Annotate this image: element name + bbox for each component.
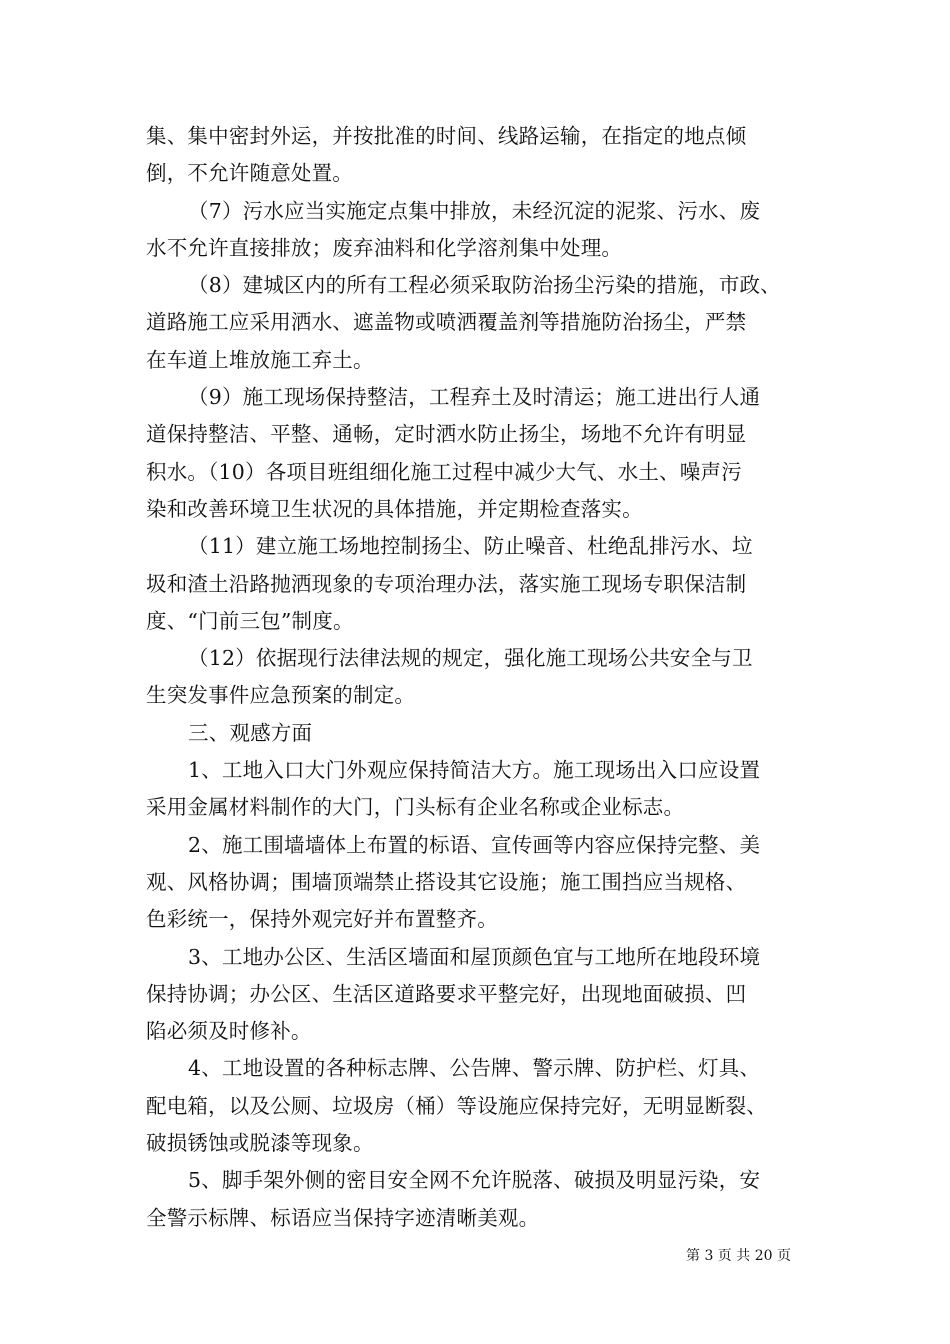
- text-line: 水不允许直接排放；废弃油料和化学溶剂集中处理。: [146, 235, 623, 260]
- text-line: 色彩统一，保持外观完好并布置整齐。: [146, 907, 498, 932]
- text-line: 度、“门前三包”制度。: [146, 608, 354, 633]
- text-line: 积水。（10）各项目班组细化施工过程中减少大气、水土、噪声污: [146, 459, 742, 484]
- text-line: 5、脚手架外侧的密目安全网不允许脱落、破损及明显污染，安: [188, 1168, 761, 1193]
- text-line: 倒，不允许随意处置。: [146, 161, 353, 186]
- text-line: （7）污水应当实施定点集中排放，未经沉淀的泥浆、污水、废: [188, 198, 761, 223]
- text-line: 染和改善环境卫生状况的具体措施，并定期检查落实。: [146, 496, 643, 521]
- text-line: 1、工地入口大门外观应保持简洁大方。施工现场出入口应设置: [188, 758, 761, 783]
- text-line: 2、施工围墙墙体上布置的标语、宣传画等内容应保持完整、美: [188, 832, 761, 857]
- text-line: （12）依据现行法律法规的规定，强化施工现场公共安全与卫: [188, 646, 753, 671]
- text-line: （8）建城区内的所有工程必须采取防治扬尘污染的措施，市政、: [188, 273, 781, 298]
- text-line: 配电箱，以及公厕、垃圾房（桶）等设施应保持完好，无明显断裂、: [146, 1093, 767, 1118]
- document-body: [146, 118, 826, 1237]
- text-line: 生突发事件应急预案的制定。: [146, 683, 416, 708]
- page-number: 第 3 页 共 20 页: [686, 1248, 791, 1264]
- text-line: 集、集中密封外运，并按批准的时间、线路运输，在指定的地点倾: [146, 124, 747, 148]
- text-line: 破损锈蚀或脱漆等现象。: [146, 1131, 374, 1156]
- text-line: 在车道上堆放施工弃土。: [146, 347, 374, 372]
- text-line: 圾和渣土沿路抛洒现象的专项治理办法，落实施工现场专职保洁制: [146, 571, 747, 596]
- text-line: 保持协调；办公区、生活区道路要求平整完好，出现地面破损、凹: [146, 981, 747, 1006]
- text-line: 采用金属材料制作的大门，门头标有企业名称或企业标志。: [146, 795, 685, 820]
- text-line: 3、工地办公区、生活区墙面和屋顶颜色宜与工地所在地段环境: [188, 944, 761, 969]
- text-line: 4、工地设置的各种标志牌、公告牌、警示牌、防护栏、灯具、: [188, 1056, 761, 1081]
- text-line: 三、观感方面: [188, 720, 313, 745]
- text-line: 道保持整洁、平整、通畅，定时洒水防止扬尘，场地不允许有明显: [146, 422, 747, 447]
- text-line: 道路施工应采用洒水、遮盖物或喷洒覆盖剂等措施防治扬尘，严禁: [146, 310, 747, 335]
- text-line: 全警示标牌、标语应当保持字迹清晰美观。: [146, 1205, 540, 1230]
- text-line: （9）施工现场保持整洁，工程弃土及时清运；施工进出行人通: [188, 385, 761, 410]
- text-line: 观、风格协调；围墙顶端禁止搭设其它设施；施工围挡应当规格、: [146, 869, 747, 894]
- text-line: 陷必须及时修补。: [146, 1019, 312, 1044]
- text-line: （11）建立施工场地控制扬尘、防止噪音、杜绝乱排污水、垃: [188, 534, 753, 559]
